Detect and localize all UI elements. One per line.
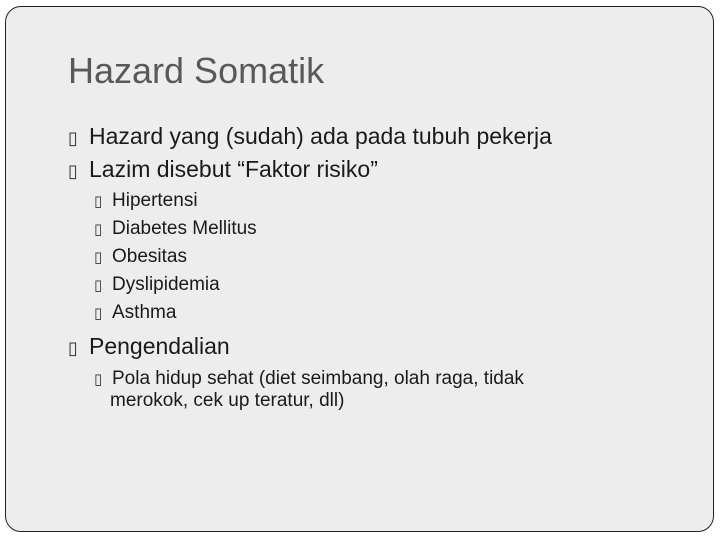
bullet-item (68, 154, 668, 187)
bullet-item (68, 121, 668, 154)
sub-bullet-item (68, 271, 668, 299)
sub-bullet-text: Asthma (112, 302, 177, 323)
bullet-text: Hazard yang (sudah) ada pada tubuh pekerja (89, 123, 552, 149)
bullet-icon: ▯ (68, 338, 78, 359)
bullet-text: Pengendalian (89, 333, 230, 359)
sub-bullet-item (68, 187, 668, 215)
sub-bullet-item (68, 299, 668, 327)
sub-bullet-text: Dyslipidemia (112, 274, 220, 295)
slide-frame (5, 6, 714, 532)
sub-bullet-text-line2: merokok, cek up teratur, dll) (110, 390, 345, 411)
bullet-list (68, 121, 668, 412)
slide-title: Hazard Somatik (68, 50, 325, 91)
bullet-icon: ▯ (94, 248, 103, 266)
bullet-text: Lazim disebut “Faktor risiko” (89, 156, 378, 182)
bullet-icon: ▯ (94, 220, 103, 238)
bullet-icon: ▯ (68, 161, 78, 182)
sub-bullet-item (68, 368, 668, 412)
sub-bullet-item (68, 243, 668, 271)
sub-bullet-item (68, 215, 668, 243)
bullet-icon: ▯ (94, 192, 103, 210)
bullet-icon: ▯ (94, 370, 103, 388)
bullet-item (68, 331, 668, 364)
sub-bullet-text: Diabetes Mellitus (112, 218, 257, 239)
sub-bullet-text: Hipertensi (112, 190, 198, 211)
bullet-icon: ▯ (68, 128, 78, 149)
sub-bullet-text-line1: Pola hidup sehat (diet seimbang, olah raga, tidak (112, 368, 524, 389)
bullet-icon: ▯ (94, 276, 103, 294)
bullet-icon: ▯ (94, 304, 103, 322)
sub-bullet-text: Obesitas (112, 246, 187, 267)
